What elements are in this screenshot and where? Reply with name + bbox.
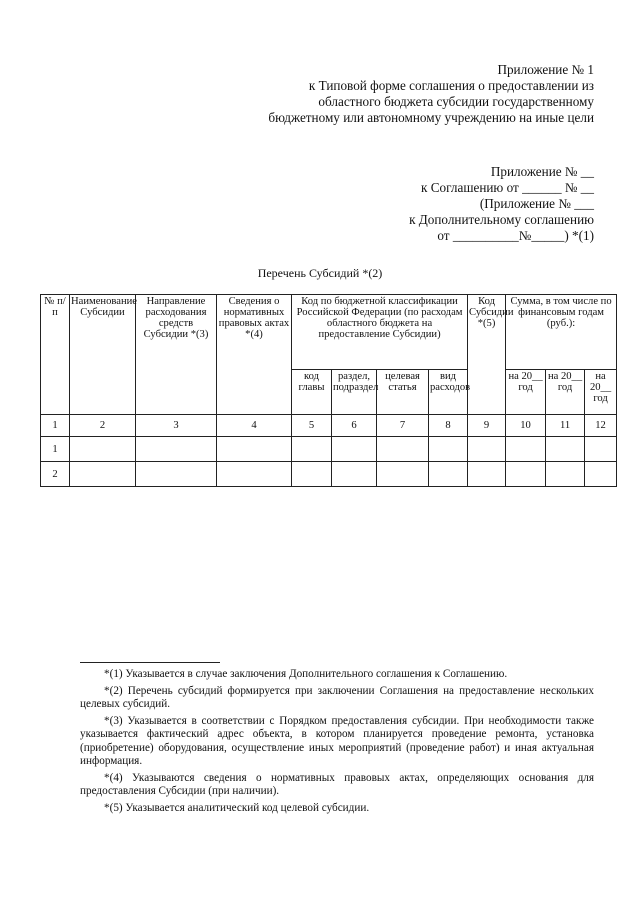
table-title: Перечень Субсидий *(2) [257,266,383,280]
subheader-target: целевая статья [377,370,429,415]
table-cell [332,462,377,487]
header-line: Приложение № __ [490,164,594,179]
header-line: Приложение № 1 [497,62,594,77]
table-cell [585,437,617,462]
column-number: 3 [136,415,217,437]
table-cell [468,462,506,487]
header-legal-acts: Сведения о нормативных правовых актах *(4) [217,295,292,415]
header-line: к Дополнительному соглашению [409,212,594,227]
column-number: 2 [70,415,136,437]
header-subsidy-code: Код Субсидии *(5) [468,295,506,415]
column-number: 7 [377,415,429,437]
footnote: *(1) Указывается в случае заключения Дополнительного соглашения к Соглашению. [104,668,508,680]
footnote: *(2) Перечень субсидий формируется при заключении Соглашения на предоставление нескольких целевых субсидий. [80,684,594,710]
column-number: 1 [41,415,70,437]
header-direction: Направление расходования средств Субсидии *(3) [136,295,217,415]
table-cell [292,437,332,462]
subheader-expense: вид расходов [429,370,468,415]
header-line: областного бюджета субсидии государственному [318,94,594,109]
table-cell [429,437,468,462]
agreement-header [409,164,594,244]
footnote: *(5) Указывается аналитический код целевой субсидии. [104,801,370,814]
attachment-header [268,62,594,126]
table-cell [546,462,585,487]
table-cell [136,462,217,487]
subheader-head-code: код главы [292,370,332,415]
column-number: 8 [429,415,468,437]
footnote: *(4) Указываются сведения о нормативных правовых актах, определяющих основания для предоставления Субсидии (при наличии). [80,771,594,797]
table-cell [377,437,429,462]
header-num: № п/п [41,295,70,415]
footnote-divider [80,662,220,663]
header-name: Наименование Субсидии [70,295,136,415]
table-row [41,462,617,487]
header-line: бюджетному или автономному учреждению на иные цели [268,110,594,125]
subheader-year-3: на 20__ год [585,370,617,415]
table-cell [70,437,136,462]
subheader-section: раздел, подраздел [332,370,377,415]
table-cell [70,462,136,487]
subheader-year-2: на 20__ год [546,370,585,415]
table-cell [332,437,377,462]
table-cell [506,462,546,487]
table-cell [546,437,585,462]
table-cell [217,462,292,487]
header-budget-code: Код по бюджетной классификации Российской Федерации (по расходам областного бюджета на предоставление Субсидии) [292,295,468,370]
column-number: 9 [468,415,506,437]
table-cell [506,437,546,462]
column-number: 6 [332,415,377,437]
column-number: 10 [506,415,546,437]
header-line: к Соглашению от ______ № __ [421,180,594,195]
column-number: 12 [585,415,617,437]
column-number: 5 [292,415,332,437]
subsidies-table [40,294,617,487]
row-number: 2 [41,462,70,487]
table-cell [136,437,217,462]
table-row [41,437,617,462]
table-cell [429,462,468,487]
header-line: к Типовой форме соглашения о предоставлении из [308,78,594,93]
table-cell [217,437,292,462]
table-cell [292,462,332,487]
footnote: *(3) Указывается в соответствии с Порядком предоставления субсидии. При необходимости также указывается фактический адрес объекта, в котором планируется проведение ремонта, установка (приобретение) оборудования, осуществление иных мероприятий (проведение работ) и иная актуальная информация. [80,714,594,767]
header-amount: Сумма, в том числе по финансовым годам (руб.): [506,295,617,370]
column-number-row [41,415,617,437]
header-line: от __________№_____) *(1) [437,228,594,243]
column-number: 11 [546,415,585,437]
header-line: (Приложение № ___ [479,196,594,211]
subheader-year-1: на 20__ год [506,370,546,415]
column-number: 4 [217,415,292,437]
row-number: 1 [41,437,70,462]
table-cell [468,437,506,462]
footnotes [80,668,594,818]
table-cell [585,462,617,487]
table-cell [377,462,429,487]
